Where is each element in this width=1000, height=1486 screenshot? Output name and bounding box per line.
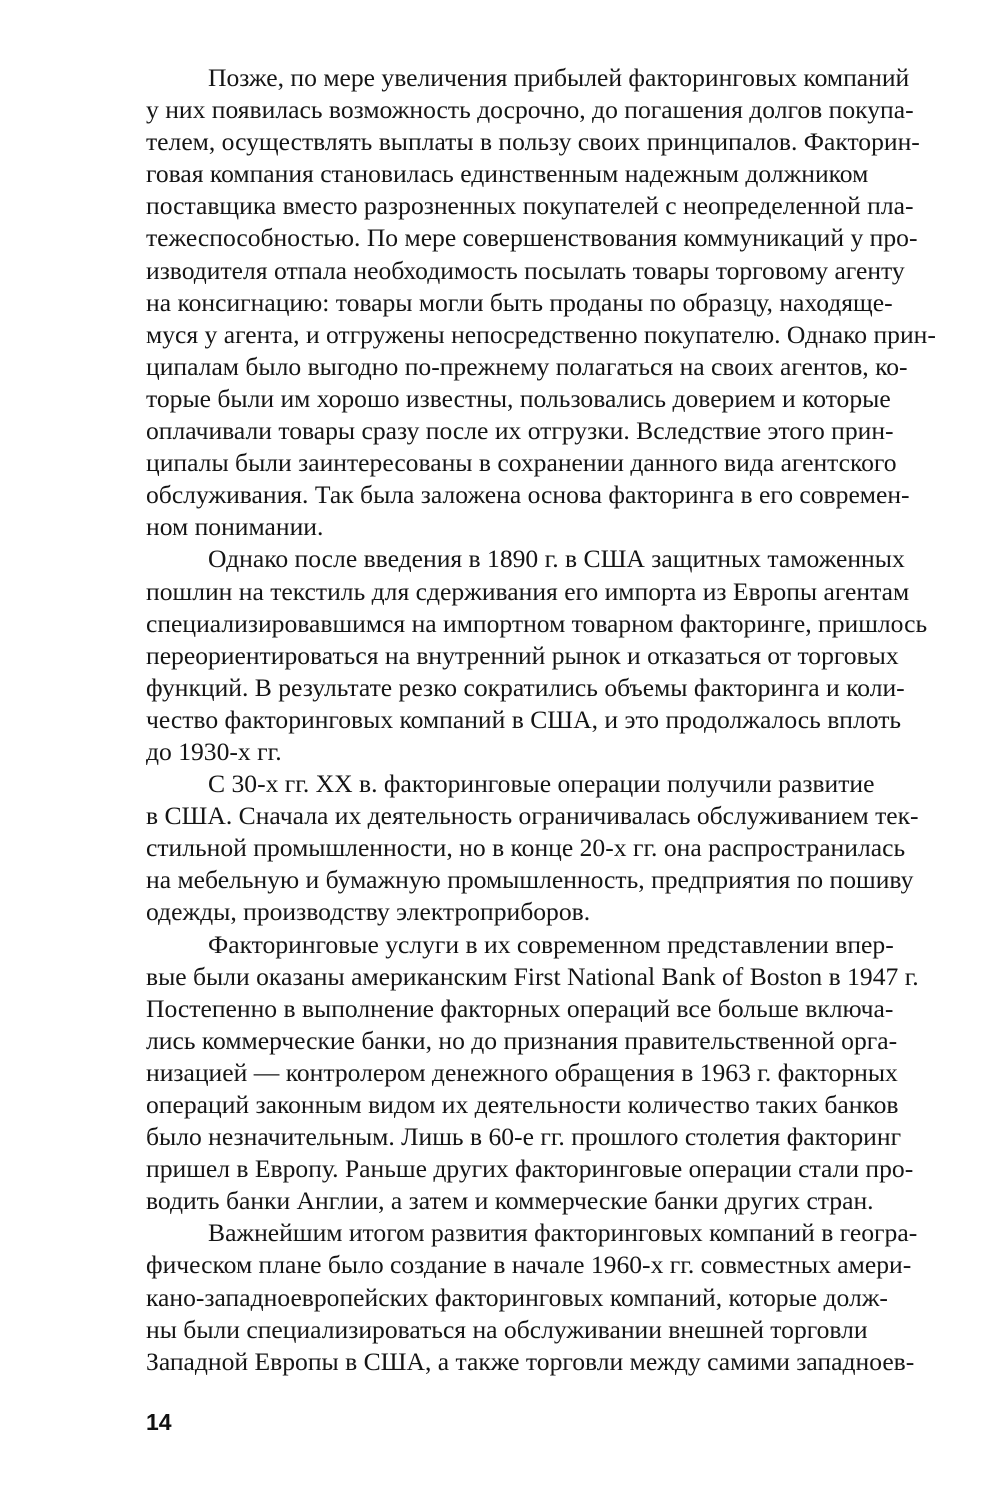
text-line: до 1930-х гг. <box>146 736 282 766</box>
paragraph-1 <box>146 62 1000 543</box>
text-line: Постепенно в выполнение факторных операций все больше включа- <box>146 993 894 1023</box>
text-line: функций. В результате резко сократились объемы факторинга и коли- <box>146 672 905 702</box>
text-line: низацией — контролером денежного обращения в 1963 г. факторных <box>146 1057 898 1087</box>
text-line: Западной Европы в США, а также торговли между самими западноев- <box>146 1346 915 1376</box>
text-line: поставщика вместо разрозненных покупателей с неопределенной пла- <box>146 191 914 221</box>
text-line: Однако после введения в 1890 г. в США защитных таможенных <box>208 544 905 574</box>
text-line: Важнейшим итогом развития факторинговых компаний в геогра- <box>208 1218 918 1248</box>
text-line: вые были оказаны американским First National Bank of Boston в 1947 г. <box>146 961 919 991</box>
paragraph-4 <box>146 929 1000 1218</box>
text-line: одежды, производству электроприборов. <box>146 897 591 927</box>
text-line: обслуживания. Так была заложена основа факторинга в его современ- <box>146 480 910 510</box>
text-line: изводителя отпала необходимость посылать товары торговому агенту <box>146 255 905 285</box>
text-line: чество факторинговых компаний в США, и это продолжалось вплоть <box>146 704 902 734</box>
text-line: Позже, по мере увеличения прибылей факторинговых компаний <box>208 63 910 92</box>
text-line: специализировавшимся на импортном товарном факторинге, пришлось <box>146 608 928 638</box>
text-line: кано-западноевропейских факторинговых компаний, которые долж- <box>146 1282 888 1312</box>
paragraph-5 <box>146 1217 1000 1377</box>
text-line: было незначительным. Лишь в 60-е гг. прошлого столетия факторинг <box>146 1122 902 1152</box>
text-line: лись коммерческие банки, но до признания правительственной орга- <box>146 1025 898 1055</box>
paragraph-2 <box>146 543 1000 768</box>
text-line: торые были им хорошо известны, пользовались доверием и которые <box>146 383 891 413</box>
text-line: пошлин на текстиль для сдерживания его импорта из Европы агентам <box>146 576 910 606</box>
text-line: ны были специализироваться на обслуживании внешней торговли <box>146 1314 868 1344</box>
text-line: фическом плане было создание в начале 1960-х гг. совместных амери- <box>146 1250 912 1280</box>
paragraph-3 <box>146 768 1000 928</box>
text-line: операций законным видом их деятельности количество таких банков <box>146 1090 899 1119</box>
text-line: пришел в Европу. Раньше других факторинговые операции стали про- <box>146 1154 914 1184</box>
body-text <box>146 62 1000 1378</box>
text-line: ципалам было выгодно по-прежнему полагаться на своих агентов, ко- <box>146 351 908 381</box>
text-line: муся у агента, и отгружены непосредственно покупателю. Однако прин- <box>146 319 936 349</box>
text-line: на мебельную и бумажную промышленность, предприятия по пошиву <box>146 865 914 895</box>
text-line: ном понимании. <box>146 512 324 542</box>
text-line: тежеспособностью. По мере совершенствования коммуникаций у про- <box>146 223 918 253</box>
text-line: в США. Сначала их деятельность ограничивалась обслуживанием тек- <box>146 801 919 831</box>
page-number: 14 <box>146 1409 172 1435</box>
text-line: у них появилась возможность досрочно, до погашения долгов покупа- <box>146 95 914 125</box>
text-line: оплачивали товары сразу после их отгрузки. Вследствие этого прин- <box>146 416 894 446</box>
text-line: говая компания становилась единственным надежным должником <box>146 159 869 189</box>
text-line: ципалы были заинтересованы в сохранении данного вида агентского <box>146 448 897 478</box>
text-line: переориентироваться на внутренний рынок и отказаться от торговых <box>146 640 899 670</box>
text-line: на консигнацию: товары могли быть проданы по образцу, находяще- <box>146 287 893 317</box>
text-line: Факторинговые услуги в их современном представлении впер- <box>208 929 894 959</box>
text-line: водить банки Англии, а затем и коммерческие банки других стран. <box>146 1186 874 1216</box>
text-line: стильной промышленности, но в конце 20-х гг. она распространилась <box>146 833 906 863</box>
text-line: телем, осуществлять выплаты в пользу своих принципалов. Факторин- <box>146 127 920 157</box>
text-line: С 30-х гг. XX в. факторинговые операции получили развитие <box>208 769 875 799</box>
